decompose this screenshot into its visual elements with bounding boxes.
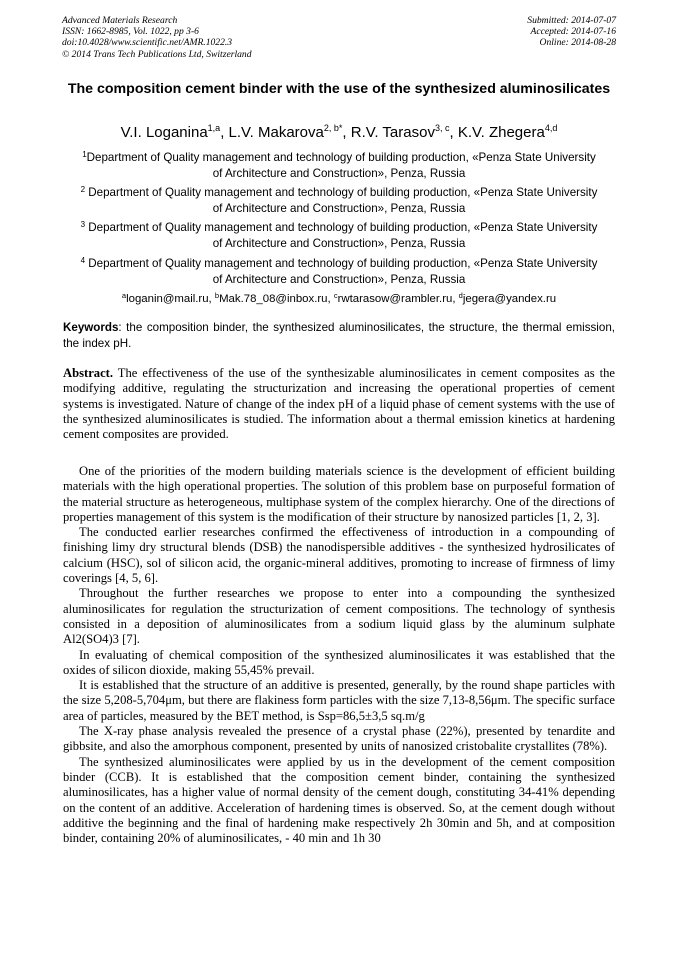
affiliation bbox=[80, 220, 598, 251]
body-paragraph: The conducted earlier researches confirmed the effectiveness of introduction in a compounding of finishing limy dry structural blends (DSB) the nanodispersible additives - the synthesized hydrosilicates of calcium (HSC), sol of silicon acid, the organic-mineral additives, promoting to increase of firmness of limy coverings [4, 5, 6]. bbox=[63, 525, 615, 586]
author-name: V.I. Loganina bbox=[120, 124, 208, 141]
affiliation-text: Department of Quality management and technology of building production, «Penza State University of Architecture and Construction», Penza, Russia bbox=[86, 151, 596, 180]
submission-dates bbox=[527, 15, 616, 49]
body-paragraph: Throughout the further researches we propose to enter into a compounding the synthesized aluminosilicates for regulation the structurization of cement compositions. The technology of synthesis consisted in a deposition of aluminosilicates from a sodium liquid glass by the aluminum sulphate Al2(SO4)3 [7]. bbox=[63, 586, 615, 647]
email-list bbox=[60, 292, 618, 307]
email-address: loganin@mail.ru, bbox=[126, 293, 215, 305]
keywords-section bbox=[63, 320, 615, 351]
author-name: R.V. Tarasov bbox=[350, 124, 435, 141]
paper-title: The composition cement binder with the use of the synthesized aluminosilicates bbox=[67, 81, 611, 97]
author-affiliation-mark: 4,d bbox=[544, 123, 558, 133]
email-mark: d bbox=[458, 291, 463, 300]
abstract-text: The effectiveness of the use of the synthesizable aluminosilicates in cement composites as the modifying additive, regulating the structurization and increasing the operational properties of cement systems is investigated. Nature of change of the index pH of a liquid phase of cement systems with the use of the synthesized aluminosilicates is studied. The information about a thermal emission kinetics at hardening cement composites are provided. bbox=[63, 366, 615, 442]
author-affiliation-mark: 1,a bbox=[207, 123, 221, 133]
author-list bbox=[60, 123, 618, 142]
affiliation-number: 2 bbox=[80, 185, 86, 194]
affiliation-number: 4 bbox=[80, 256, 86, 265]
keywords-label: Keywords bbox=[63, 321, 119, 334]
journal-doi: doi:10.4028/www.scientific.net/AMR.1022.3 bbox=[62, 37, 233, 49]
author-separator: , bbox=[220, 124, 229, 141]
abstract-label: Abstract. bbox=[63, 366, 114, 380]
email-mark: c bbox=[333, 291, 338, 300]
affiliation-number: 1 bbox=[82, 150, 87, 159]
email-address: Mak.78_08@inbox.ru, bbox=[219, 293, 334, 305]
abstract-section bbox=[63, 366, 615, 442]
keywords-text: : the composition binder, the synthesized aluminosilicates, the structure, the thermal emission, the index pH. bbox=[63, 321, 615, 350]
affiliation bbox=[80, 185, 598, 216]
journal-issn: ISSN: 1662-8985, Vol. 1022, pp 3-6 bbox=[62, 26, 199, 38]
body-paragraph: In evaluating of chemical composition of the synthesized aluminosilicates it was established that the oxides of silicon dioxide, making 55,45% prevail. bbox=[63, 647, 615, 677]
body-paragraph: The synthesized aluminosilicates were applied by us in the development of the cement composition binder (CCB). It is established that the composition cement binder, containing the synthesized aluminosilicates, has a higher value of normal density of the cement dough, constituting 34-41% depending on the content of an additive. Acceleration of hardening times is observed. So, at the cement dough without additive the beginning and the final of hardening make respectively 2h 30min and 5h, and at composition binder, containing 20% of aluminosilicates, - 40 min and 1h 30 bbox=[63, 754, 615, 846]
author-name: K.V. Zhegera bbox=[457, 124, 545, 141]
author-separator: , bbox=[449, 124, 458, 141]
body-paragraph: The X-ray phase analysis revealed the presence of a crystal phase (22%), presented by tenardite and gibbsite, and also the amorphous component, presented by units of nanosized cristobalite crystallites (78%). bbox=[63, 724, 615, 754]
journal-copyright: © 2014 Trans Tech Publications Ltd, Switzerland bbox=[62, 48, 252, 60]
author-separator: , bbox=[342, 124, 351, 141]
affiliation-number: 3 bbox=[80, 220, 86, 229]
affiliation bbox=[80, 150, 598, 181]
journal-info bbox=[62, 15, 252, 60]
body-paragraph: It is established that the structure of an additive is presented, generally, by the round shape particles with the size 5,208-5,704μm, but there are flakiness form particles with the size 7,13-8,56μm. The specific surface area of particles, measured by the BET method, is Ssp=86,5±3,5 sq.m/g bbox=[63, 678, 615, 723]
online-date: Online: 2014-08-28 bbox=[539, 37, 616, 49]
email-address: jegera@yandex.ru bbox=[462, 293, 557, 305]
accepted-date: Accepted: 2014-07-16 bbox=[530, 26, 616, 38]
author-name: L.V. Makarova bbox=[228, 124, 324, 141]
affiliation-text: Department of Quality management and technology of building production, «Penza State University of Architecture and Construction», Penza, Russia bbox=[85, 221, 598, 250]
email-mark: b bbox=[214, 291, 220, 300]
affiliation bbox=[80, 256, 598, 287]
email-address: rwtarasow@rambler.ru, bbox=[337, 293, 459, 305]
affiliation-text: Department of Quality management and technology of building production, «Penza State University of Architecture and Construction», Penza, Russia bbox=[85, 257, 598, 286]
body-paragraph: One of the priorities of the modern building materials science is the development of efficient building materials with the high operational properties. The solution of this problem base on purposeful formation of the material structure as heterogeneous, multiphase system of the complex hierarchy. One of the directions of properties management of this system is the modification of their structure by nanosized particles [1, 2, 3]. bbox=[63, 464, 615, 524]
body-text bbox=[63, 464, 615, 846]
author-affiliation-mark: 3, c bbox=[434, 123, 450, 133]
submitted-date: Submitted: 2014-07-07 bbox=[527, 15, 616, 26]
email-mark: a bbox=[121, 291, 127, 300]
journal-name: Advanced Materials Research bbox=[62, 15, 178, 26]
author-affiliation-mark: 2, b* bbox=[323, 123, 343, 133]
affiliation-text: Department of Quality management and technology of building production, «Penza State University of Architecture and Construction», Penza, Russia bbox=[85, 186, 598, 215]
